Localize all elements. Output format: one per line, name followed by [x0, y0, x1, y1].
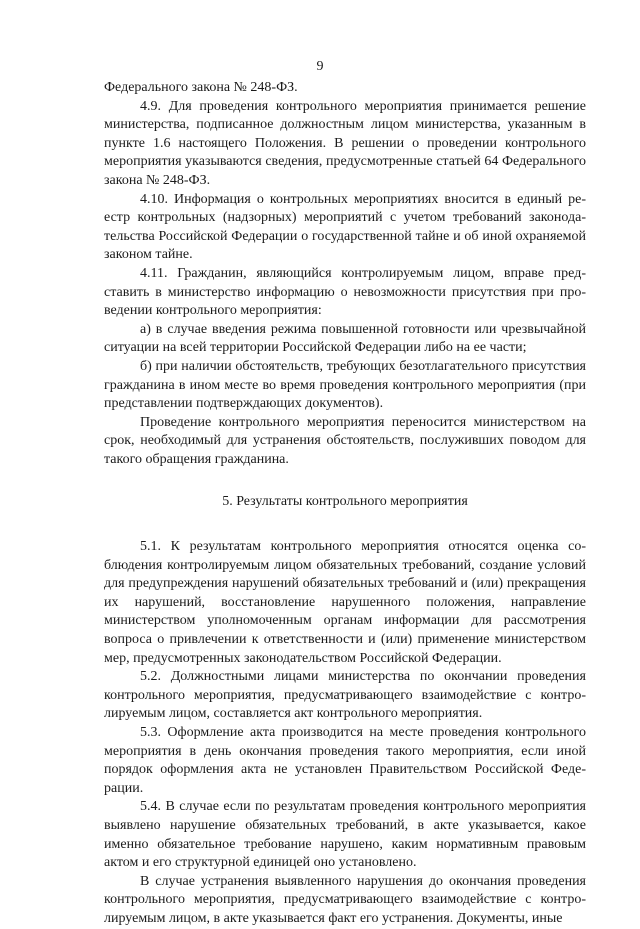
paragraph-postponement: Проведение контрольного мероприятия переносится министерством на срок, необходимый для устранения обстоятельств, послуживших поводом для такого обращения гражданина.	[104, 414, 586, 467]
paragraph-4-9: 4.9. Для проведения контрольного мероприятия принимается решение министерства, подписанное должностным лицом министерства, указанным в пункте 1.6 настоящего Положения. В решении о проведении контрольного мероприятия указываются сведения, предусмотренные статьей 64 Федерального закона № 248-ФЗ.	[104, 98, 586, 188]
document-body	[104, 79, 586, 929]
paragraph-violation-fixed: В случае устранения выявленного нарушения до окончания проведения контрольного мероприятия, предусматривающего взаимодействие с контролируемым лицом, в акте указывается факт его устранения. Документы, иные	[104, 873, 586, 926]
paragraph-5-1: 5.1. К результатам контрольного мероприятия относятся оценка соблюдения контролируемым лицом обязательных требований, создание условий для предупреждения нарушений обязательных требований и (или) прекращения их нарушений, восстановление нарушенного положения, направление министерством уполномоченным органам информации для рассмотрения вопроса о привлечении к ответственности и (или) применение министерством мер, предусмотренных законодательством Российской Федерации.	[104, 539, 586, 666]
section-heading: 5. Результаты контрольного мероприятия	[222, 494, 468, 510]
paragraph-4-11: 4.11. Гражданин, являющийся контролируемым лицом, вправе представить в министерство информацию о невозможности присутствия при проведении контрольного мероприятия:	[104, 265, 586, 319]
page-number: 9	[316, 59, 324, 74]
paragraph-4-10: 4.10. Информация о контрольных мероприятиях вносится в единый реестр контрольных (надзорных) мероприятий с учетом требований законодательства Российской Федерации о государственной тайне и об иной охраняемой законом тайне.	[104, 191, 586, 263]
paragraph-4-11-a: а) в случае введения режима повышенной готовности или чрезвычайной ситуации на всей территории Российской Федерации либо на ее части;	[104, 321, 586, 356]
paragraph-5-2: 5.2. Должностными лицами министерства по окончании проведения контрольного мероприятия, предусматривающего взаимодействие с контролируемым лицом, составляется акт контрольного мероприятия.	[104, 669, 586, 722]
paragraph-5-4: 5.4. В случае если по результатам проведения контрольного мероприятия выявлено нарушение обязательных требований, в акте указывается, какое именно обязательное требование нарушено, каким нормативным правовым актом и его структурной единицей оно установлено.	[104, 799, 586, 871]
paragraph-continuation: Федерального закона № 248-ФЗ.	[104, 80, 298, 95]
paragraph-5-3: 5.3. Оформление акта производится на месте проведения контрольного мероприятия в день окончания проведения такого мероприятия, если иной порядок оформления акта не установлен Правительством Российской Федерации.	[104, 725, 586, 796]
paragraph-4-11-b: б) при наличии обстоятельств, требующих безотлагательного присутствия гражданина в ином месте во время проведения контрольного мероприятия (при представлении подтверждающих документов).	[104, 358, 586, 412]
